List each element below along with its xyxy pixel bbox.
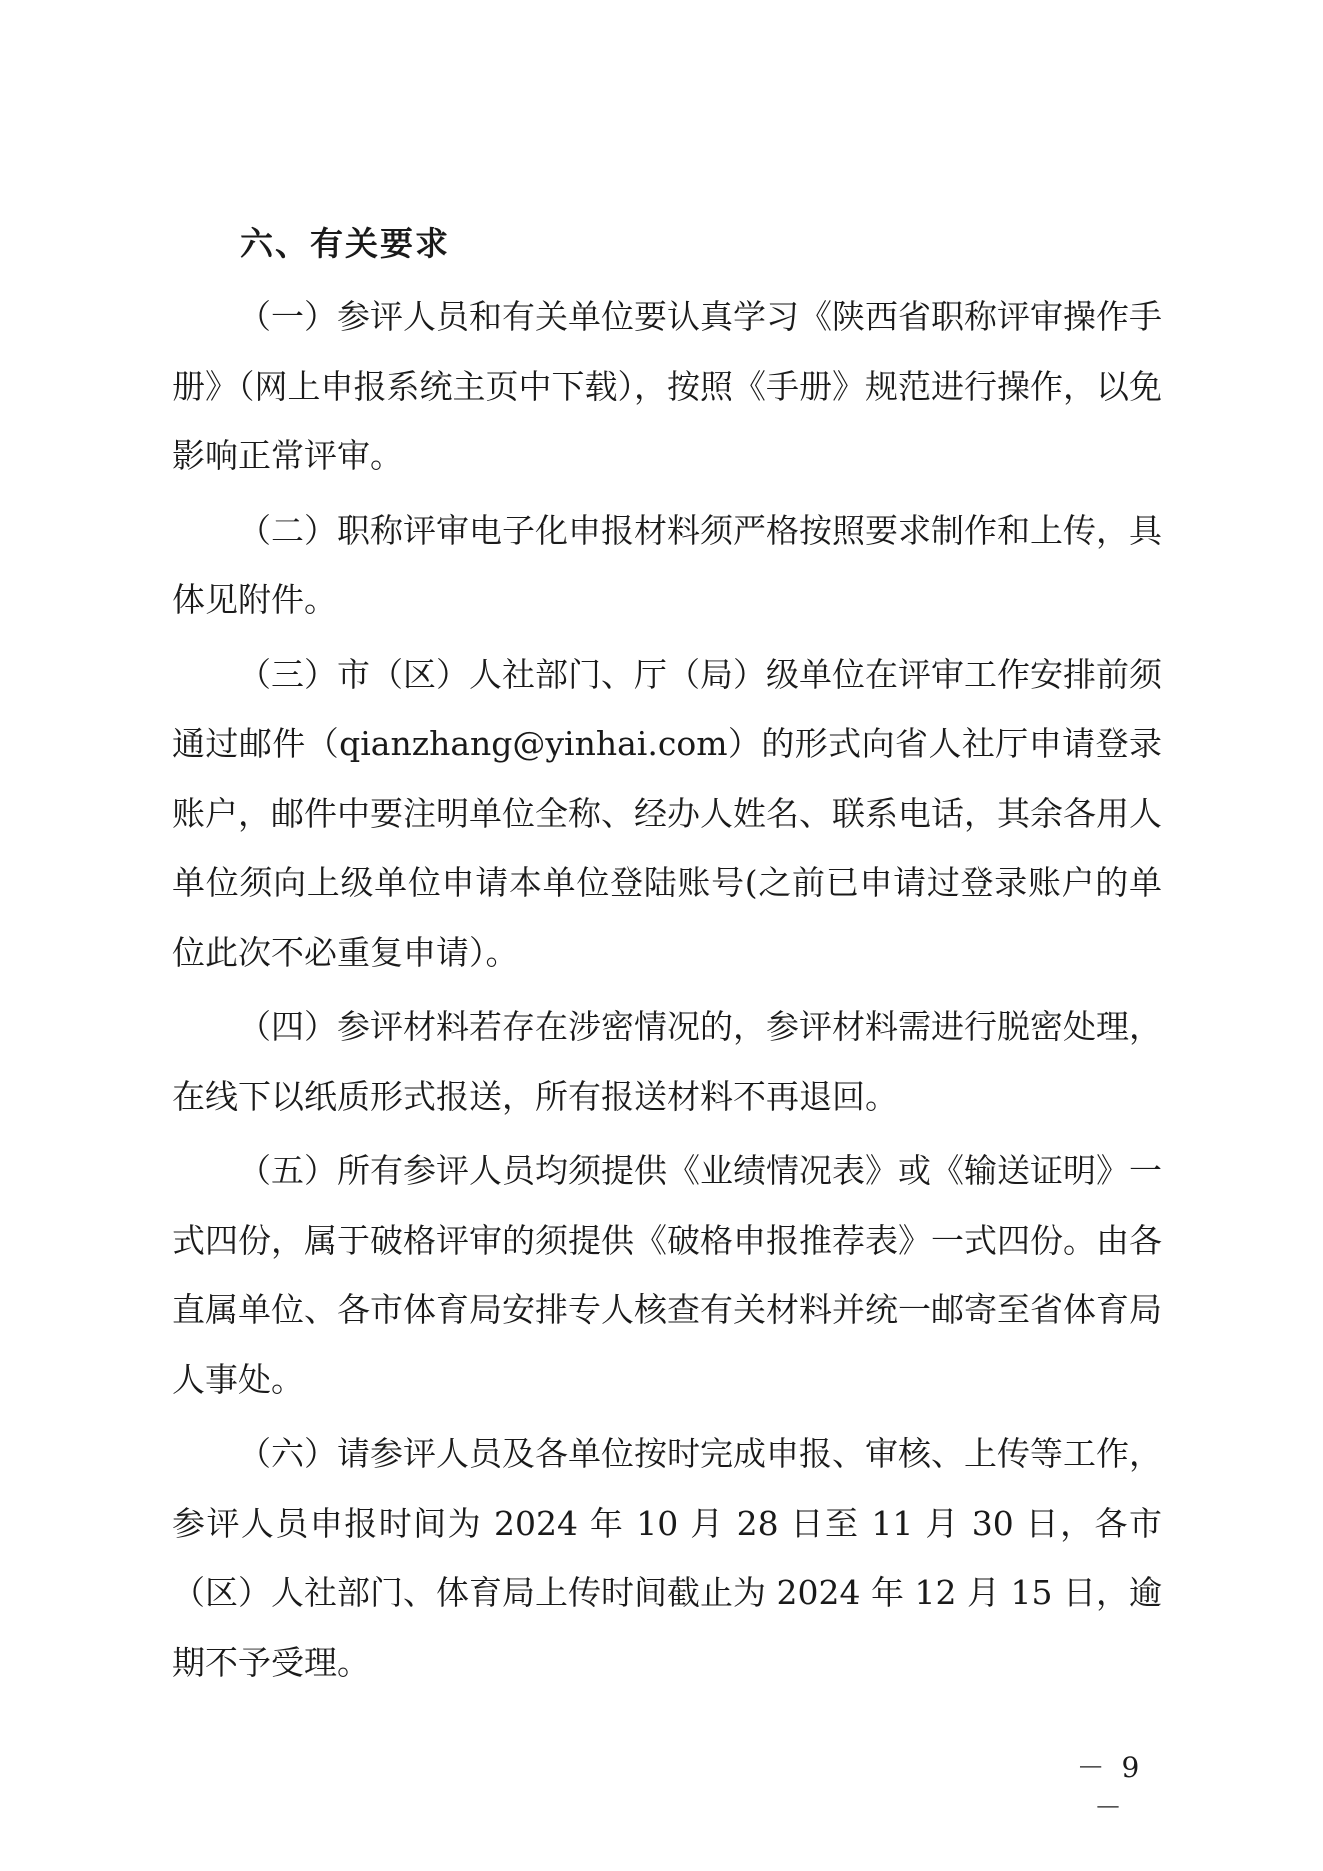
- section-body: [172, 282, 1162, 1702]
- paragraph-6: （六）请参评人员及各单位按时完成申报、审核、上传等工作，参评人员申报时间为 2024 年 10 月 28 日至 11 月 30 日，各市（区）人社部门、体育局上传时间截止为 2024 年 12 月 15 日，逾期不予受理。: [172, 1434, 1162, 1682]
- paragraph-1: （一）参评人员和有关单位要认真学习《陕西省职称评审操作手册》（网上申报系统主页中下载），按照《手册》规范进行操作，以免影响正常评审。: [172, 297, 1162, 475]
- paragraph-2: （二）职称评审电子化申报材料须严格按照要求制作和上传，具体见附件。: [172, 510, 1162, 619]
- paragraph-3: （三）市（区）人社部门、厅（局）级单位在评审工作安排前须通过邮件（qianzhang@yinhai.com）的形式向省人社厅申请登录账户，邮件中要注明单位全称、经办人姓名、联系电话，其余各用人单位须向上级单位申请本单位登陆账号(之前已申请过登录账户的单位此次不必重复申请）。: [172, 654, 1162, 972]
- paragraph-5: （五）所有参评人员均须提供《业绩情况表》或《输送证明》一式四份，属于破格评审的须提供《破格申报推荐表》一式四份。由各直属单位、各市体育局安排专人核查有关材料并统一邮寄至省体育局人事处。: [172, 1151, 1162, 1399]
- page-number: － 9 －: [1076, 1751, 1144, 1824]
- paragraph-4: （四）参评材料若存在涉密情况的，参评材料需进行脱密处理，在线下以纸质形式报送，所有报送材料不再退回。: [172, 1007, 1162, 1116]
- section-heading: 六、有关要求: [240, 224, 450, 263]
